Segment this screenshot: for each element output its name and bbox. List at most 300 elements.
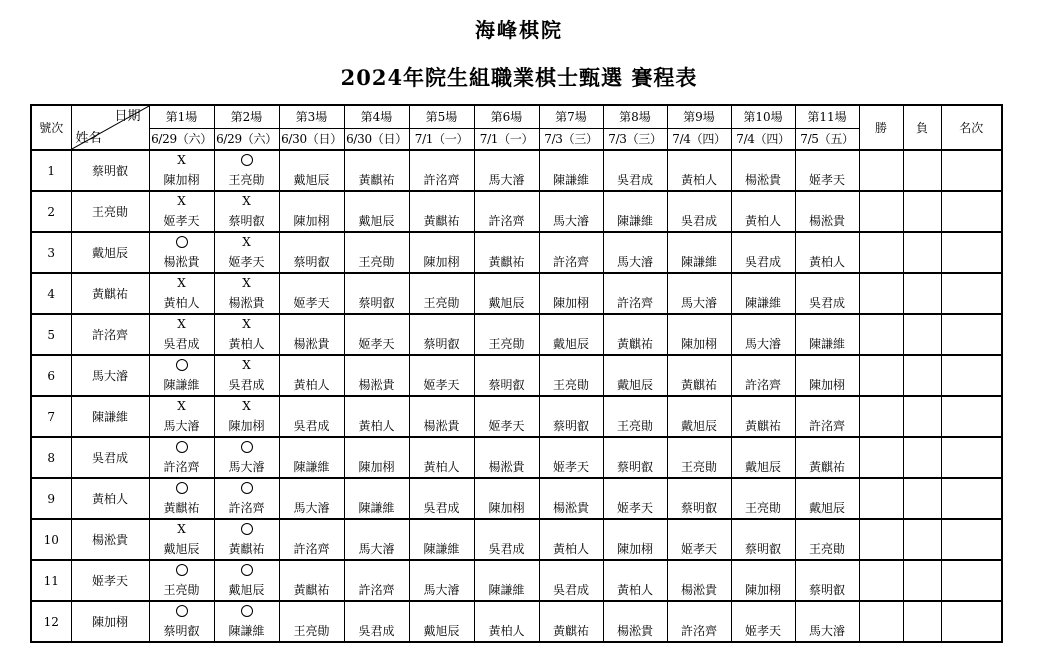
game-result-cell — [731, 396, 795, 415]
opponent-name: 馬大濬 — [667, 292, 731, 314]
game-result-cell — [474, 601, 539, 620]
rank-cell — [941, 437, 1002, 478]
win-circle-icon — [176, 359, 188, 371]
game-result-cell — [731, 273, 795, 292]
opponent-name: 王亮勛 — [344, 251, 409, 273]
game-result-cell — [149, 519, 214, 538]
opponent-name: 王亮勛 — [539, 374, 603, 396]
game-result-cell — [214, 396, 279, 415]
win-circle-icon — [241, 441, 253, 453]
opponent-name: 許洺齊 — [279, 538, 344, 560]
player-name: 楊淞貴 — [71, 519, 149, 560]
game-result-cell — [731, 560, 795, 579]
opponent-name: 黃柏人 — [795, 251, 859, 273]
game-result-cell — [603, 273, 667, 292]
player-opponent-row — [31, 333, 1002, 355]
opponent-name: 王亮勛 — [603, 415, 667, 437]
loss-mark: X — [177, 153, 186, 167]
game-result-cell — [344, 355, 409, 374]
rank-header: 名次 — [941, 105, 1002, 150]
losses-cell — [903, 396, 941, 437]
game-result-cell — [667, 150, 731, 169]
game-result-cell — [603, 601, 667, 620]
opponent-name: 黃柏人 — [344, 415, 409, 437]
player-name: 陳加栩 — [71, 601, 149, 642]
game-result-cell — [731, 519, 795, 538]
win-circle-icon — [176, 236, 188, 248]
rank-cell — [941, 150, 1002, 191]
opponent-name: 黃麒祐 — [795, 456, 859, 478]
rank-cell — [941, 478, 1002, 519]
opponent-name: 許洺齊 — [474, 210, 539, 232]
rank-cell — [941, 232, 1002, 273]
game-result-cell — [344, 150, 409, 169]
opponent-name: 吳君成 — [474, 538, 539, 560]
game-result-cell — [409, 314, 474, 333]
opponent-name: 戴旭辰 — [539, 333, 603, 355]
game-label: 第11場 — [795, 105, 859, 129]
rank-cell — [941, 519, 1002, 560]
game-result-cell — [409, 437, 474, 456]
opponent-name: 戴旭辰 — [603, 374, 667, 396]
wins-cell — [859, 519, 903, 560]
opponent-name: 姬孝天 — [603, 497, 667, 519]
wins-cell — [859, 560, 903, 601]
game-result-cell — [667, 601, 731, 620]
opponent-name: 黃柏人 — [279, 374, 344, 396]
opponent-name: 陳謙維 — [279, 456, 344, 478]
loss-mark: X — [177, 317, 186, 331]
opponent-name: 許洺齊 — [344, 579, 409, 601]
game-result-cell — [603, 396, 667, 415]
opponent-name: 戴旭辰 — [149, 538, 214, 560]
losses-cell — [903, 232, 941, 273]
game-result-cell — [214, 601, 279, 620]
opponent-name: 蔡明叡 — [214, 210, 279, 232]
win-circle-icon — [241, 154, 253, 166]
win-circle-icon — [241, 605, 253, 617]
opponent-name: 吳君成 — [539, 579, 603, 601]
game-result-cell — [279, 150, 344, 169]
player-number: 4 — [31, 273, 71, 314]
document-title: 2024年院生組職業棋士甄選 賽程表 — [340, 65, 698, 90]
loss-mark: X — [177, 399, 186, 413]
opponent-name: 黃麒祐 — [344, 169, 409, 191]
game-date: 7/4（四） — [667, 129, 731, 151]
player-name: 馬大濬 — [71, 355, 149, 396]
opponent-name: 陳謙維 — [344, 497, 409, 519]
opponent-name: 黃麒祐 — [474, 251, 539, 273]
losses-cell — [903, 478, 941, 519]
player-name: 黃麒祐 — [71, 273, 149, 314]
player-result-row — [31, 519, 1002, 538]
rank-cell — [941, 601, 1002, 642]
game-result-cell — [795, 150, 859, 169]
game-result-cell — [539, 478, 603, 497]
opponent-name: 楊淞貴 — [667, 579, 731, 601]
opponent-name: 蔡明叡 — [474, 374, 539, 396]
opponent-name: 蔡明叡 — [344, 292, 409, 314]
game-result-cell — [149, 232, 214, 251]
player-opponent-row — [31, 210, 1002, 232]
name-label: 姓名 — [75, 131, 102, 146]
game-result-cell — [539, 519, 603, 538]
player-opponent-row — [31, 169, 1002, 191]
opponent-name: 陳加栩 — [409, 251, 474, 273]
game-label: 第6場 — [474, 105, 539, 129]
game-result-cell — [214, 560, 279, 579]
opponent-name: 姬孝天 — [149, 210, 214, 232]
opponent-name: 陳加栩 — [667, 333, 731, 355]
player-name: 姬孝天 — [71, 560, 149, 601]
wins-cell — [859, 396, 903, 437]
opponent-name: 許洺齊 — [603, 292, 667, 314]
game-result-cell — [474, 191, 539, 210]
game-result-cell — [667, 314, 731, 333]
opponent-name: 楊淞貴 — [539, 497, 603, 519]
opponent-name: 姬孝天 — [214, 251, 279, 273]
player-name: 戴旭辰 — [71, 232, 149, 273]
opponent-name: 許洺齊 — [409, 169, 474, 191]
wins-cell — [859, 355, 903, 396]
opponent-name: 戴旭辰 — [795, 497, 859, 519]
loss-mark: X — [177, 276, 186, 290]
game-date: 7/4（四） — [731, 129, 795, 151]
game-result-cell — [731, 437, 795, 456]
game-result-cell — [214, 191, 279, 210]
opponent-name: 楊淞貴 — [279, 333, 344, 355]
opponent-name: 陳加栩 — [474, 497, 539, 519]
win-circle-icon — [176, 482, 188, 494]
game-result-cell — [539, 314, 603, 333]
game-result-cell — [279, 560, 344, 579]
game-result-cell — [149, 355, 214, 374]
game-result-cell — [667, 191, 731, 210]
opponent-name: 馬大濬 — [409, 579, 474, 601]
game-result-cell — [279, 273, 344, 292]
losses-cell — [903, 560, 941, 601]
opponent-name: 陳加栩 — [214, 415, 279, 437]
player-number: 9 — [31, 478, 71, 519]
opponent-name: 陳加栩 — [344, 456, 409, 478]
win-circle-icon — [176, 605, 188, 617]
opponent-name: 蔡明叡 — [795, 579, 859, 601]
game-result-cell — [279, 396, 344, 415]
game-result-cell — [539, 601, 603, 620]
game-result-cell — [795, 478, 859, 497]
player-result-row — [31, 232, 1002, 251]
game-result-cell — [795, 601, 859, 620]
game-result-cell — [474, 478, 539, 497]
player-number: 5 — [31, 314, 71, 355]
player-number: 6 — [31, 355, 71, 396]
game-result-cell — [279, 191, 344, 210]
game-result-cell — [149, 601, 214, 620]
wins-cell — [859, 150, 903, 191]
player-result-row — [31, 601, 1002, 620]
game-result-cell — [474, 314, 539, 333]
opponent-name: 王亮勛 — [149, 579, 214, 601]
losses-cell — [903, 355, 941, 396]
wins-cell — [859, 437, 903, 478]
game-date: 7/3（三） — [603, 129, 667, 151]
game-result-cell — [474, 396, 539, 415]
player-name: 王亮勛 — [71, 191, 149, 232]
opponent-name: 吳君成 — [731, 251, 795, 273]
opponent-name: 蔡明叡 — [279, 251, 344, 273]
game-result-cell — [795, 273, 859, 292]
loss-mark: X — [242, 399, 251, 413]
player-result-row — [31, 478, 1002, 497]
opponent-name: 蔡明叡 — [409, 333, 474, 355]
opponent-name: 楊淞貴 — [474, 456, 539, 478]
game-result-cell — [214, 355, 279, 374]
opponent-name: 戴旭辰 — [409, 620, 474, 642]
opponent-name: 陳加栩 — [731, 579, 795, 601]
opponent-name: 許洺齊 — [667, 620, 731, 642]
opponent-name: 黃柏人 — [214, 333, 279, 355]
game-result-cell — [149, 478, 214, 497]
game-result-cell — [344, 396, 409, 415]
opponent-name: 黃麒祐 — [539, 620, 603, 642]
game-result-cell — [474, 560, 539, 579]
game-result-cell — [603, 519, 667, 538]
opponent-name: 姬孝天 — [409, 374, 474, 396]
opponent-name: 陳加栩 — [795, 374, 859, 396]
opponent-name: 馬大濬 — [279, 497, 344, 519]
game-result-cell — [344, 314, 409, 333]
opponent-name: 姬孝天 — [344, 333, 409, 355]
opponent-name: 戴旭辰 — [214, 579, 279, 601]
win-circle-icon — [241, 523, 253, 535]
game-label: 第2場 — [214, 105, 279, 129]
opponent-name: 蔡明叡 — [667, 497, 731, 519]
losses-cell — [903, 437, 941, 478]
opponent-name: 馬大濬 — [149, 415, 214, 437]
opponent-name: 陳謙維 — [795, 333, 859, 355]
game-result-cell — [409, 355, 474, 374]
opponent-name: 馬大濬 — [214, 456, 279, 478]
game-result-cell — [539, 396, 603, 415]
loss-mark: X — [242, 317, 251, 331]
game-result-cell — [667, 273, 731, 292]
wins-cell — [859, 232, 903, 273]
game-date: 6/29（六） — [214, 129, 279, 151]
game-label: 第8場 — [603, 105, 667, 129]
opponent-name: 王亮勛 — [214, 169, 279, 191]
losses-cell — [903, 191, 941, 232]
loss-mark: X — [177, 522, 186, 536]
game-result-cell — [344, 519, 409, 538]
table-header — [31, 105, 1002, 150]
wins-cell — [859, 273, 903, 314]
opponent-name: 吳君成 — [149, 333, 214, 355]
opponent-name: 許洺齊 — [149, 456, 214, 478]
opponent-name: 黃麒祐 — [149, 497, 214, 519]
opponent-name: 吳君成 — [344, 620, 409, 642]
opponent-name: 陳謙維 — [149, 374, 214, 396]
rank-cell — [941, 191, 1002, 232]
wins-cell — [859, 314, 903, 355]
game-result-cell — [214, 150, 279, 169]
opponent-name: 戴旭辰 — [279, 169, 344, 191]
game-date: 6/30（日） — [279, 129, 344, 151]
opponent-name: 姬孝天 — [731, 620, 795, 642]
game-result-cell — [795, 314, 859, 333]
opponent-name: 黃柏人 — [603, 579, 667, 601]
rank-cell — [941, 396, 1002, 437]
game-label: 第3場 — [279, 105, 344, 129]
game-result-cell — [474, 437, 539, 456]
opponent-name: 馬大濬 — [603, 251, 667, 273]
game-result-cell — [409, 191, 474, 210]
game-date: 7/5（五） — [795, 129, 859, 151]
opponent-name: 吳君成 — [214, 374, 279, 396]
opponent-name: 許洺齊 — [214, 497, 279, 519]
opponent-name: 陳謙維 — [474, 579, 539, 601]
game-result-cell — [667, 232, 731, 251]
opponent-name: 陳加栩 — [603, 538, 667, 560]
opponent-name: 陳謙維 — [667, 251, 731, 273]
game-result-cell — [149, 273, 214, 292]
org-title: 海峰棋院 — [475, 18, 563, 42]
player-name: 許洺齊 — [71, 314, 149, 355]
game-result-cell — [409, 396, 474, 415]
opponent-name: 姬孝天 — [474, 415, 539, 437]
opponent-name: 楊淞貴 — [603, 620, 667, 642]
game-result-cell — [344, 191, 409, 210]
game-result-cell — [474, 150, 539, 169]
opponent-name: 楊淞貴 — [409, 415, 474, 437]
opponent-name: 黃柏人 — [409, 456, 474, 478]
player-number: 3 — [31, 232, 71, 273]
game-result-cell — [279, 519, 344, 538]
round-no-header: 號次 — [31, 105, 71, 150]
player-number: 2 — [31, 191, 71, 232]
opponent-name: 楊淞貴 — [149, 251, 214, 273]
opponent-name: 吳君成 — [409, 497, 474, 519]
schedule-table — [30, 104, 1003, 643]
opponent-name: 蔡明叡 — [149, 620, 214, 642]
opponent-name: 陳謙維 — [409, 538, 474, 560]
game-result-cell — [409, 601, 474, 620]
player-result-row — [31, 150, 1002, 169]
losses-cell — [903, 273, 941, 314]
losses-header: 負 — [903, 105, 941, 150]
game-result-cell — [667, 396, 731, 415]
wins-cell — [859, 191, 903, 232]
win-circle-icon — [176, 441, 188, 453]
opponent-name: 黃麒祐 — [731, 415, 795, 437]
opponent-name: 黃柏人 — [667, 169, 731, 191]
opponent-name: 黃麒祐 — [409, 210, 474, 232]
player-opponent-row — [31, 456, 1002, 478]
game-result-cell — [603, 355, 667, 374]
wins-header: 勝 — [859, 105, 903, 150]
win-circle-icon — [241, 482, 253, 494]
date-label: 日期 — [114, 109, 141, 124]
rank-cell — [941, 273, 1002, 314]
opponent-name: 陳加栩 — [149, 169, 214, 191]
game-label: 第7場 — [539, 105, 603, 129]
opponent-name: 姬孝天 — [667, 538, 731, 560]
opponent-name: 馬大濬 — [344, 538, 409, 560]
game-result-cell — [409, 560, 474, 579]
game-result-cell — [603, 478, 667, 497]
win-circle-icon — [241, 564, 253, 576]
player-opponent-row — [31, 374, 1002, 396]
game-result-cell — [409, 273, 474, 292]
game-result-cell — [795, 396, 859, 415]
game-result-cell — [474, 519, 539, 538]
game-result-cell — [603, 560, 667, 579]
losses-cell — [903, 601, 941, 642]
game-result-cell — [279, 601, 344, 620]
game-result-cell — [731, 601, 795, 620]
opponent-name: 吳君成 — [795, 292, 859, 314]
opponent-name: 馬大濬 — [539, 210, 603, 232]
game-result-cell — [279, 437, 344, 456]
game-result-cell — [344, 232, 409, 251]
loss-mark: X — [177, 194, 186, 208]
game-result-cell — [795, 437, 859, 456]
player-opponent-row — [31, 538, 1002, 560]
opponent-name: 姬孝天 — [539, 456, 603, 478]
game-result-cell — [214, 273, 279, 292]
game-result-cell — [539, 150, 603, 169]
win-circle-icon — [176, 564, 188, 576]
opponent-name: 蔡明叡 — [603, 456, 667, 478]
game-label: 第5場 — [409, 105, 474, 129]
game-result-cell — [149, 314, 214, 333]
opponent-name: 戴旭辰 — [667, 415, 731, 437]
opponent-name: 黃麒祐 — [603, 333, 667, 355]
game-result-cell — [344, 601, 409, 620]
opponent-name: 吳君成 — [603, 169, 667, 191]
game-result-cell — [539, 560, 603, 579]
opponent-name: 蔡明叡 — [731, 538, 795, 560]
opponent-name: 吳君成 — [279, 415, 344, 437]
player-result-row — [31, 560, 1002, 579]
loss-mark: X — [242, 276, 251, 290]
loss-mark: X — [242, 358, 251, 372]
game-result-cell — [603, 314, 667, 333]
opponent-name: 馬大濬 — [795, 620, 859, 642]
opponent-name: 許洺齊 — [795, 415, 859, 437]
game-label: 第9場 — [667, 105, 731, 129]
game-result-cell — [344, 560, 409, 579]
player-number: 10 — [31, 519, 71, 560]
game-result-cell — [149, 437, 214, 456]
game-result-cell — [603, 437, 667, 456]
losses-cell — [903, 150, 941, 191]
game-result-cell — [214, 437, 279, 456]
player-number: 8 — [31, 437, 71, 478]
opponent-name: 王亮勛 — [667, 456, 731, 478]
opponent-name: 姬孝天 — [279, 292, 344, 314]
game-result-cell — [344, 437, 409, 456]
opponent-name: 王亮勛 — [279, 620, 344, 642]
opponent-name: 黃柏人 — [539, 538, 603, 560]
player-opponent-row — [31, 579, 1002, 601]
player-result-row — [31, 191, 1002, 210]
date-name-corner-header — [71, 105, 149, 150]
game-result-cell — [214, 314, 279, 333]
game-result-cell — [214, 478, 279, 497]
opponent-name: 王亮勛 — [474, 333, 539, 355]
game-result-cell — [409, 232, 474, 251]
opponent-name: 陳謙維 — [214, 620, 279, 642]
